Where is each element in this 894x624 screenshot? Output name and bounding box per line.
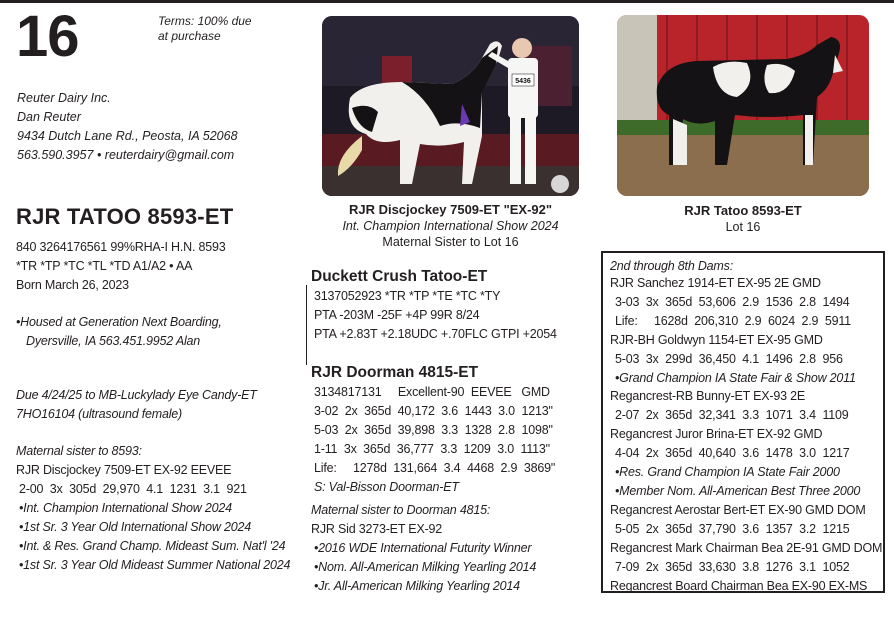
dam-name-line: Regancrest Juror Brina-ET EX-92 GMD xyxy=(610,427,823,442)
dam-name-line: RJR Sanchez 1914-ET EX-95 2E GMD xyxy=(610,276,821,290)
housing-note: •Housed at Generation Next Boarding, Dyersville, IA 563.451.9952 Alan xyxy=(16,315,222,348)
sire-name: Duckett Crush Tatoo-ET xyxy=(311,268,488,285)
dam-record-line: 4-04 2x 365d 40,640 3.6 1478 3.0 1217 xyxy=(615,446,850,461)
sire-details: 3137052923 *TR *TP *TE *TC *TY PTA -203M -25F +4P 99R 8/24 PTA +2.83T +2.18UDC +.70FLC GTPI +2054 xyxy=(314,289,557,341)
photo-discjockey xyxy=(322,16,579,196)
photo-tatoo xyxy=(617,15,869,196)
dam-name-line: Regancrest Mark Chairman Bea 2E-91 GMD DOM xyxy=(610,540,883,555)
dam-name-line: Regancrest Aerostar Bert-ET EX-90 GMD DOM xyxy=(610,502,866,517)
dam-honor-line: •Grand Champion IA State Fair & Show 2011 xyxy=(615,370,856,385)
pedigree-divider xyxy=(306,285,307,365)
sale-terms: Terms: 100% due at purchase xyxy=(158,14,252,43)
dam-record-line: 3-03 3x 365d 53,606 2.9 1536 2.8 1494 xyxy=(615,294,850,309)
dam-name-line: Regancrest-RB Bunny-ET EX-93 2E xyxy=(610,389,806,404)
show-tag-number: 5436 xyxy=(515,78,531,85)
lot-number: 16 xyxy=(16,4,79,69)
dam-details: 3134817131 Excellent-90 EEVEE GMD 3-02 2x 365d 40,172 3.6 1443 3.0 1213" 5-03 2x 365d 39,898 3.3 1328 2.8 1098" 1-11 3x 365d 36,777 3.3 1209 3.0 1113" Life: 1278d 131,664 3.4 4468 2.9 3869" S: Val-Bisson Doorman-ET xyxy=(314,385,556,494)
dam-honor-line: •Member Nom. All-American Best Three 2000 xyxy=(615,483,861,498)
dam-record-line: 2-07 2x 365d 32,341 3.3 1071 3.4 1109 xyxy=(615,408,849,423)
dam-record-line: 7-09 2x 365d 33,630 3.8 1276 3.1 1052 xyxy=(615,559,850,574)
dams-heading: 2nd through 8th Dams: xyxy=(610,259,733,273)
due-date-note: Due 4/24/25 to MB-Luckylady Eye Candy-ET 7HO16104 (ultrasound female) xyxy=(16,388,257,421)
dam-honor-line: •Res. Grand Champion IA State Fair 2000 xyxy=(615,465,840,480)
dam-name-line: Regancrest Board Chairman Bea EX-90 EX-MS xyxy=(610,578,868,593)
heifer-barn-icon xyxy=(617,15,869,196)
dam-record-line: Life: 1628d 206,310 2.9 6024 2.9 5911 xyxy=(615,313,851,328)
dam-record-line: 5-05 2x 365d 37,790 3.6 1357 3.2 1215 xyxy=(615,521,850,536)
photo2-caption: RJR Tatoo 8593-ET Lot 16 xyxy=(684,203,802,234)
dam-record-line: 5-03 3x 299d 36,450 4.1 1496 2.8 956 xyxy=(615,351,843,366)
dams-list xyxy=(610,274,882,595)
cow-show-ring-icon xyxy=(322,16,579,196)
photo1-caption: RJR Discjockey 7509-ET "EX-92" Int. Champion International Show 2024 Maternal Sister to Lot 16 xyxy=(342,202,559,249)
dam-name: RJR Doorman 4815-ET xyxy=(311,364,479,381)
animal-identification: 840 3264176561 99%RHA-I H.N. 8593 *TR *TP *TC *TL *TD A1/A2 • AA Born March 26, 2023 xyxy=(16,240,226,292)
dams-box xyxy=(601,251,885,593)
dam-name-line: RJR-BH Goldwyn 1154-ET EX-95 GMD xyxy=(610,332,823,347)
top-rule xyxy=(0,0,894,3)
maternal-sister-block: Maternal sister to 8593: RJR Discjockey 7509-ET EX-92 EEVEE 2-00 3x 305d 29,970 4.1 1231 3.1 921 •Int. Champion International Show 2024 •1st Sr. 3 Year Old International Show 2024 •Int. & Res. Grand Champ. Mideast Sum. Nat'l '24 •1st Sr. 3 Year Old Mideast Summer National 2024 xyxy=(16,444,291,572)
animal-name: RJR TATOO 8593-ET xyxy=(16,204,234,229)
doorman-sister-block: Maternal sister to Doorman 4815: RJR Sid 3273-ET EX-92 •2016 WDE International Futurity Winner •Nom. All-American Milking Yearling 2014 •Jr. All-American Milking Yearling 2014 xyxy=(311,503,537,593)
consignor-block: Reuter Dairy Inc. Dan Reuter 9434 Dutch Lane Rd., Peosta, IA 52068 563.590.3957 • reuterdairy@gmail.com xyxy=(17,91,238,162)
